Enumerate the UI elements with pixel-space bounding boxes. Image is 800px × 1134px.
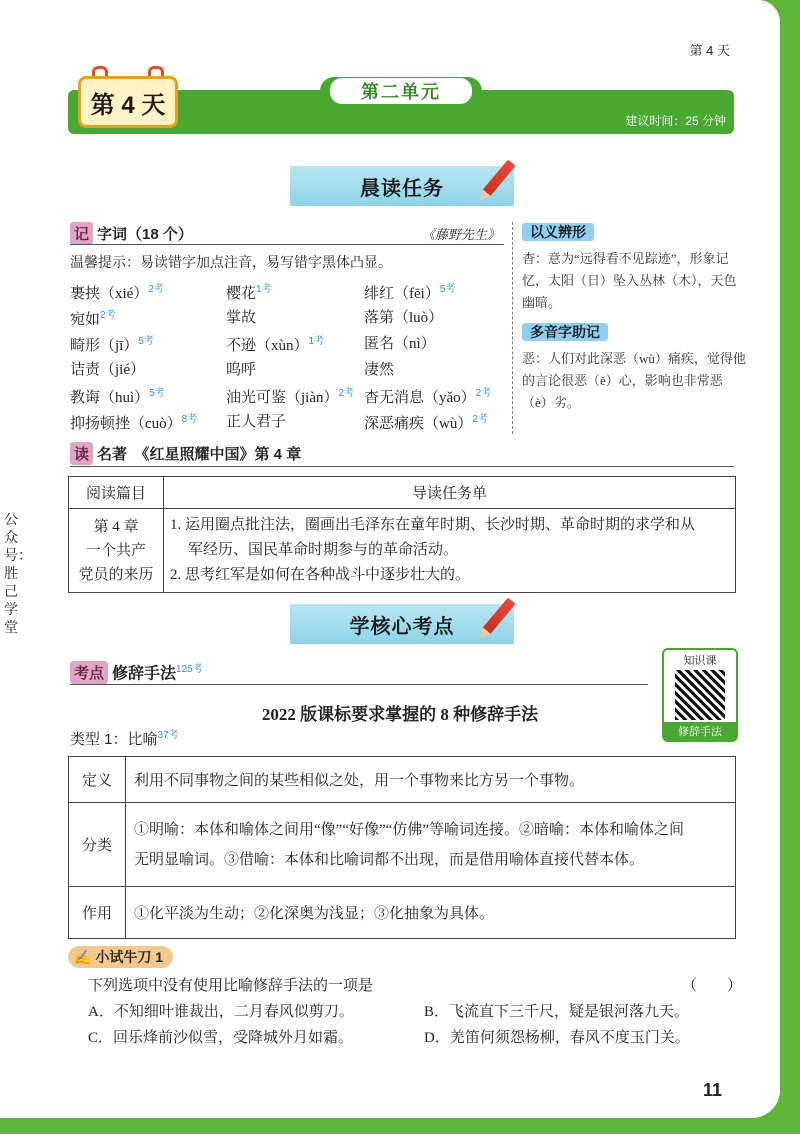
- vocab-word: [70, 358, 145, 379]
- unit-title: 第二单元: [330, 78, 472, 104]
- task-cell: [164, 509, 736, 593]
- vocab-word: [226, 410, 286, 431]
- qr-bottom-label: 修辞手法: [664, 722, 736, 740]
- category-text: [126, 803, 736, 887]
- vocab-word-text: 凄然: [364, 362, 395, 378]
- read-header: [70, 442, 504, 465]
- option-b: B．飞流直下三千尺，疑是银河落九天。: [424, 1004, 690, 1020]
- chapter-cell: [69, 509, 164, 593]
- side-notes: [522, 222, 747, 414]
- vocab-word: [226, 332, 324, 355]
- option-a: A．不知细叶谁裁出，二月春风似剪刀。: [88, 1004, 354, 1020]
- vocab-word: [226, 280, 272, 303]
- vocab-word-text: 深恶痛疾（wù）: [364, 416, 473, 432]
- vocab-word: [364, 358, 394, 379]
- vocab-word-text: 裹挟（xié）: [70, 286, 149, 302]
- morning-task-title: 晨读任务: [290, 166, 514, 206]
- core-points-title: 学核心考点: [290, 604, 514, 644]
- divider: [70, 244, 504, 245]
- row-label-effect: 作用: [69, 887, 126, 939]
- vocab-exam-count: 1考: [256, 284, 272, 295]
- vocab-tag: 记: [70, 222, 93, 245]
- vocab-word: [70, 332, 154, 355]
- vocab-exam-count: 2考: [472, 414, 488, 425]
- divider: [70, 684, 648, 685]
- suggested-time: 建议时间：25 分钟: [625, 114, 726, 128]
- read-title: 名著 《红星照耀中国》第 4 章: [97, 446, 302, 463]
- hand-icon: ✍: [74, 949, 92, 965]
- vocab-word-text: 樱花: [226, 286, 257, 302]
- definition-text: 利用不同事物之间的某些相似之处，用一个事物来比方另一个事物。: [126, 757, 736, 803]
- exercise-label-text: 小试牛刀 1: [95, 949, 164, 965]
- vocab-word: [364, 332, 436, 353]
- vocab-word: [364, 280, 455, 303]
- reading-table: [68, 476, 736, 593]
- vocab-word: [70, 384, 165, 407]
- vocab-word-text: 畸形（jī）: [70, 338, 139, 354]
- vocab-exam-count: 2考: [100, 310, 116, 321]
- qr-top-label: 知识课: [683, 655, 717, 667]
- vocab-word: [70, 280, 164, 303]
- table-header-chapter: 阅读篇目: [69, 477, 164, 509]
- vocab-exam-count: 2考: [475, 388, 492, 399]
- vocab-word-text: 正人君子: [226, 414, 287, 430]
- table-header-task: 导读任务单: [164, 477, 736, 509]
- type-header: [70, 726, 179, 749]
- vocab-word-text: 不逊（xùn）: [226, 338, 309, 354]
- side-label-meaning: 以义辨形: [522, 223, 594, 241]
- task-line: 1. 运用圈点批注法，圈画出毛泽东在童年时期、长沙时期、革命时期的求学和从: [170, 517, 696, 533]
- running-header: 第 4 天: [689, 43, 730, 58]
- day-calendar-badge: 第 4 天: [78, 76, 178, 128]
- definition-table: [68, 756, 736, 939]
- chapter-line: 党员的来历: [78, 566, 154, 583]
- page-number: 11: [702, 1080, 722, 1100]
- vocab-word-text: 抑扬顿挫（cuò）: [70, 416, 182, 432]
- chapter-line: 一个共产: [85, 542, 146, 559]
- vocab-word: [226, 384, 354, 407]
- side-note-meaning: 杳：意为“远得看不见踪迹”，形象记忆，太阳（日）坠入丛林（木），天色幽暗。: [522, 251, 737, 310]
- vocab-word-text: 绯红（fēi）: [364, 286, 440, 302]
- vocab-word-text: 掌故: [226, 310, 257, 326]
- qr-code-card[interactable]: [662, 648, 738, 742]
- point-count: 125考: [176, 664, 203, 675]
- page-border-bottom: [0, 1116, 800, 1134]
- divider: [70, 466, 734, 467]
- vocab-word-text: 油光可鉴（jiàn）: [226, 390, 339, 406]
- side-label-polyphone: 多音字助记: [522, 323, 608, 341]
- type-count: 37考: [157, 730, 179, 741]
- vocab-source: 《藤野先生》: [421, 227, 500, 242]
- read-tag: 读: [70, 442, 93, 465]
- vocab-word: [364, 306, 443, 327]
- vocab-word: [226, 306, 256, 327]
- type-title: 类型 1：比喻: [70, 731, 158, 748]
- vocab-word-text: 杳无消息（yǎo）: [364, 390, 476, 406]
- vocab-exam-count: 2考: [148, 284, 164, 295]
- effect-text: ①化平淡为生动；②化深奥为浅显；③化抽象为具体。: [126, 887, 736, 939]
- exercise-label: [68, 946, 173, 968]
- vocab-word-text: 诘责（jié）: [70, 362, 145, 378]
- exercise-question: 下列选项中没有使用比喻修辞手法的一项是: [88, 978, 374, 994]
- side-watermark-text: 公众号：胜己学堂: [4, 513, 32, 636]
- task-line: 军经历、国民革命时期参与的革命活动。: [188, 542, 459, 558]
- vocab-word: [364, 410, 488, 433]
- task-line: 2. 思考红军是如何在各种战斗中逐步壮大的。: [170, 567, 471, 583]
- section-heading: 2022 版课标要求掌握的 8 种修辞手法: [261, 705, 539, 724]
- vocab-word-text: 教诲（huì）: [70, 390, 150, 406]
- vocab-word-text: 落第（luò）: [364, 310, 444, 326]
- vocab-exam-count: 2考: [338, 388, 355, 399]
- point-tag: 考点: [70, 661, 108, 684]
- vocab-word: [226, 358, 256, 379]
- vocab-word: [70, 410, 197, 433]
- vocab-exam-count: 5考: [149, 388, 165, 399]
- option-d: D．羌笛何须怨杨柳，春风不度玉门关。: [424, 1030, 690, 1046]
- point-title: 修辞手法: [112, 665, 177, 683]
- vocab-header: [70, 222, 500, 245]
- point-header: [70, 660, 203, 684]
- vocab-exam-count: 8考: [181, 414, 198, 425]
- option-c: C．回乐烽前沙似雪，受降城外月如霜。: [88, 1030, 354, 1046]
- vocab-exam-count: 5考: [439, 284, 456, 295]
- row-label-category: 分类: [69, 803, 126, 887]
- answer-paren[interactable]: （ ）: [682, 978, 743, 994]
- vocab-exam-count: 1考: [308, 336, 325, 347]
- divider: [512, 222, 513, 434]
- category-line: ①明喻：本体和喻体之间用“像”“好像”“仿佛”等喻词连接。②暗喻：本体和喻体之间: [134, 821, 684, 838]
- vocab-word-text: 匿名（nì）: [364, 336, 436, 352]
- vocab-tip: 温馨提示：易读错字加点注音，易写错字黑体凸显。: [70, 256, 392, 271]
- side-note-polyphone: 恶：人们对此深恶（wù）痛疾，觉得他的言论很恶（ě）心，影响也非常恶（è）劣。: [522, 351, 746, 410]
- vocab-word-text: 宛如: [70, 312, 101, 328]
- row-label-definition: 定义: [69, 757, 126, 803]
- vocab-word: [364, 384, 491, 407]
- chapter-line: 第 4 章: [93, 518, 139, 535]
- vocab-word-text: 呜呼: [226, 362, 257, 378]
- category-line: 无明显喻词。③借喻：本体和比喻词都不出现，而是借用喻体直接代替本体。: [134, 851, 645, 868]
- vocab-exam-count: 5考: [138, 336, 154, 347]
- vocab-title: 字词（18 个）: [97, 226, 193, 243]
- vocab-word: [70, 306, 116, 329]
